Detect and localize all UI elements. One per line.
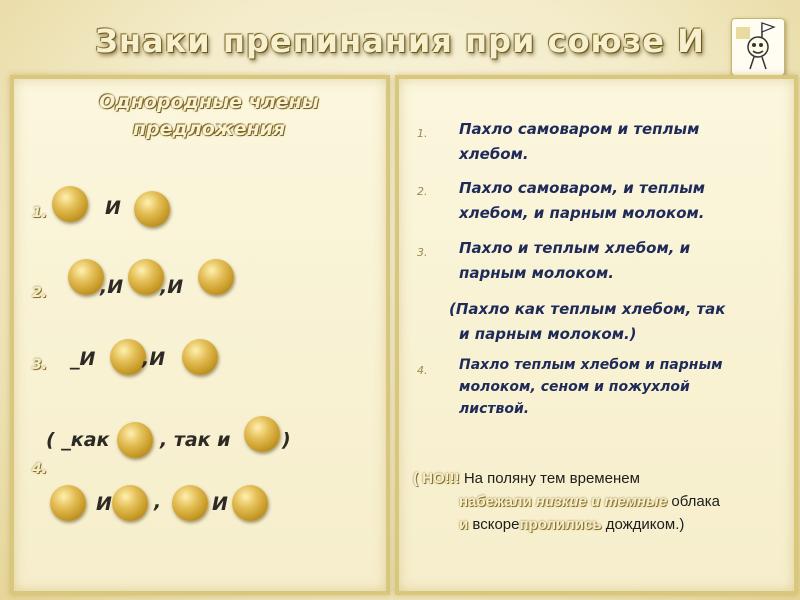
example-3 <box>459 236 690 286</box>
example-2 <box>459 176 705 226</box>
row-3-conjunction-b: ,И <box>142 348 166 370</box>
example-3-line-1: Пахло и теплым хлебом, и <box>459 239 691 257</box>
row-4-number: 4. <box>32 461 48 477</box>
placeholder-ball <box>198 259 234 295</box>
example-3-parenthetical <box>449 297 725 347</box>
example-2-line-2: хлебом, и парным молоком. <box>459 204 705 222</box>
row-3-conjunction-a: _И <box>70 348 96 370</box>
parenthetical-line-2: и парным молоком.) <box>459 325 637 343</box>
placeholder-ball <box>112 485 148 521</box>
subtitle-line-1: Однородные члены <box>99 91 319 113</box>
right-panel <box>395 75 798 595</box>
example-4 <box>459 354 723 420</box>
row-2-number: 2. <box>32 285 48 301</box>
note-text-2: облака <box>671 493 720 510</box>
row-3b-close-paren: ) <box>282 429 291 451</box>
mascot-logo <box>731 18 785 76</box>
placeholder-ball <box>182 339 218 375</box>
note-word-prolilis: пролились <box>519 516 602 533</box>
example-4-line-2: молоком, сеном и пожухлой <box>459 379 690 395</box>
example-2-line-1: Пахло самоваром, и теплым <box>459 179 706 197</box>
row-3-number: 3. <box>32 357 48 373</box>
subtitle-line-2: предложения <box>132 118 286 140</box>
left-panel <box>10 75 390 595</box>
note-but: ( НО!!! <box>413 470 460 487</box>
placeholder-ball <box>68 259 104 295</box>
example-3-line-2: парным молоком. <box>459 264 614 282</box>
row-3b-tak-i: , так и <box>160 429 231 451</box>
left-subtitle <box>84 89 334 143</box>
row-4-conjunction-b: И <box>212 493 228 515</box>
placeholder-ball <box>50 485 86 521</box>
note-text-3: вскоре <box>472 516 520 533</box>
row-1-number: 1. <box>32 205 48 221</box>
example-1-number: 1. <box>417 127 428 140</box>
note-text-4: дождиком.) <box>605 516 685 533</box>
row-4-conjunction-a: И <box>96 493 112 515</box>
flag-mascot-icon <box>732 19 784 75</box>
example-3-number: 3. <box>417 246 428 259</box>
note-text-1: На поляну тем временем <box>463 470 640 487</box>
placeholder-ball <box>244 416 280 452</box>
note-word-nabezhali: набежали <box>459 493 532 510</box>
placeholder-ball <box>172 485 208 521</box>
placeholder-ball <box>110 339 146 375</box>
placeholder-ball <box>117 422 153 458</box>
example-4-number: 4. <box>417 364 428 377</box>
note-word-i: и <box>459 516 469 533</box>
example-1-line-1: Пахло самоваром и теплым <box>459 120 700 138</box>
parenthetical-line-1: (Пахло как теплым хлебом, так <box>449 300 726 318</box>
example-2-number: 2. <box>417 185 428 198</box>
example-1-line-2: хлебом. <box>459 145 529 163</box>
placeholder-ball <box>134 191 170 227</box>
placeholder-ball <box>128 259 164 295</box>
row-3b-kak: ( _как <box>46 429 110 451</box>
note-word-nizkie: низкие и темные <box>535 493 668 510</box>
slide-title: Знаки препинания при союзе И <box>95 22 705 60</box>
row-4-comma: , <box>154 491 162 513</box>
placeholder-ball <box>52 186 88 222</box>
row-2-conjunction-a: ,И <box>100 276 124 298</box>
example-1 <box>459 117 699 167</box>
row-2-conjunction-b: ,И <box>160 276 184 298</box>
exception-note <box>413 467 783 536</box>
row-1-conjunction: И <box>105 197 121 219</box>
example-4-line-3: листвой. <box>459 401 530 417</box>
example-4-line-1: Пахло теплым хлебом и парным <box>459 357 723 373</box>
placeholder-ball <box>232 485 268 521</box>
